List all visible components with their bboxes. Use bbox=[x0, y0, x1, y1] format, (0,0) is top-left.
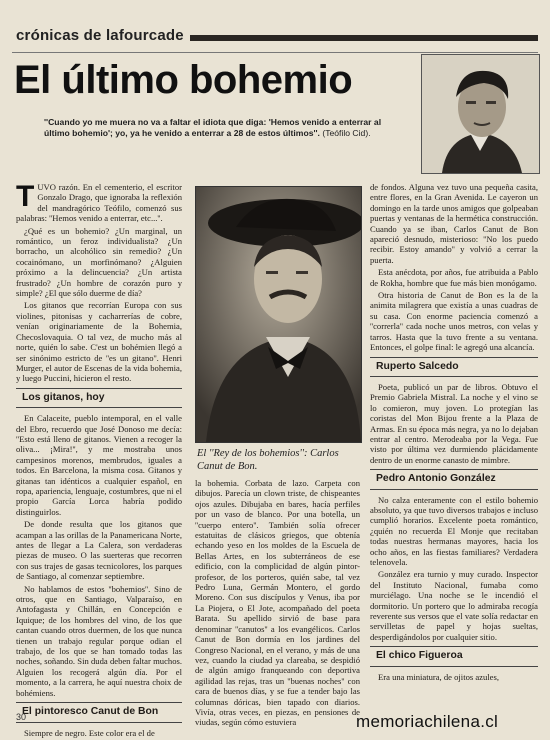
lead-text: ''Cuando yo me muera no va a faltar el idiota que diga: 'Hemos venido a enterrar al último bohemio'; yo, ya he venido a enterrar a 28 de estos últimos''. bbox=[44, 117, 382, 138]
article-column-3 bbox=[370, 182, 538, 684]
subheading-pedro-antonio-gonzalez: Pedro Antonio González bbox=[370, 469, 538, 489]
bohemio-portrait-image bbox=[195, 186, 362, 443]
subheading-chico-figueroa: El chico Figueroa bbox=[370, 646, 538, 666]
headline: El último bohemio bbox=[14, 58, 353, 102]
paragraph-text: UVO razón. En el cementerio, el escritor Gonzalo Drago, que ignoraba la reflexión del mandragórico Teófilo, comenzó sus palabras: ''Hemos venido a enterrar, etc...''. bbox=[16, 182, 182, 224]
paragraph: No calza enteramente con el estilo bohemio absoluto, ya que tuvo diversos trabajos e incluso cumplió horarios. Excelente poeta romántico, ¿quién no recuerda El Monje que recitaban todas nuestras hermanas mayores, hacia los ocho años, en las fiestas familiares? Verdadera telenovela. bbox=[370, 494, 538, 567]
article-column-1 bbox=[16, 182, 182, 740]
paragraph bbox=[16, 182, 182, 224]
paragraph: Otra historia de Canut de Bon es la de la animita milagrera que existía a unas cuadras de su casa. Con enorme paciencia comenzó a ''correrla'' cada noche unos metros, con velas y tarros. Hasta que la tuvo frente a su ventana. Entonces, el golpe final: le agregó una alcancía. bbox=[370, 290, 538, 353]
photo-caption: El ''Rey de los bohemios'': Carlos Canut de Bon. bbox=[197, 448, 339, 472]
page-number: 30 bbox=[16, 712, 27, 722]
lead-source: (Teófilo Cid). bbox=[322, 128, 371, 138]
drop-cap: T bbox=[16, 180, 35, 213]
paragraph: Esta anécdota, por años, fue atribuida a Pablo de Rokha, hombre que fue más bien monógamo. bbox=[370, 267, 538, 288]
paragraph: Era una miniatura, de ojitos azules, bbox=[378, 671, 499, 682]
header-rule bbox=[170, 35, 538, 41]
lead-quote bbox=[44, 117, 409, 139]
paragraph: En Calaceite, pueblo intemporal, en el valle del Ebro, recuerdo que José Donoso me decía: ''Esto está lleno de gitanos. Vienen a recoger la oliva... ¡Mira!'', y me mostraba unos campesinos morenos, membrudos, iguales a todos. En Barcelona, la misma cosa. Gitanos y gitanas tan idénticos a cualquier español, en ropa, apariencia, lenguaje, costumbres, que ni el propio García Lorca habría podido distinguirlos. bbox=[16, 413, 182, 517]
paragraph: de fondos. Alguna vez tuvo una pequeña casita, entre flores, en la Gran Avenida. Le cayeron un domingo en la tarde unos amigos que golpeaban puertas y ventanas de la hermética construcción. Cuando ya se iban, Carlos Canut de Bon apareció desnudo, misterioso: ''No los puedo recibir. Estoy amando'' y volvió a cerrar la puerta. bbox=[370, 182, 538, 265]
paragraph: la bohemia. Corbata de lazo. Carpeta con dibujos. Parecía un clown triste, de chispeantes ojos azules. Dibujaba en bares, hacía perfiles por un vaso de blanco. Por una botella, un ''cuerpo entero''. También solía ofrecer estatuitas de clásicos griegos, que obtenía echando yeso en los moldes de la Escuela de Bellas Artes, en los subterráneos de ese edificio, con la complicidad de algún pintor-profesor, de los porteros, quién sabe, tal vez Pedro Luna, Germán Montero, el gordo Moreno. Con sus discípulos y Venus, iba por La Piojera, o El Jote, acompañado del poeta Barata. Su apellido sirvió de base para denominar ''canutos'' a los evangélicos. Carlos Canut de Bon dormía en los jardines del Congreso Nacional, en el verano, y más de una vez, cuando la ciudad ya clareaba, se despidió de algún amigo franqueando con deportiva agilidad las rejas, tras un ''buenas noches'' con cara de buenos días, y se fue a tender bajo las columnas dóricas, bien tapado con diarios. Vivía, otras veces, en piezas, en pensiones de viudas, según cómo estuviera bbox=[195, 478, 360, 728]
subheading-canut-de-bon: El pintoresco Canut de Bon bbox=[16, 702, 182, 722]
paragraph: Siempre de negro. Este color era el de bbox=[24, 727, 155, 738]
paragraph: No hablamos de estos ''bohemios''. Sino de otros, que en Santiago, Valparaíso, en Antofagasta y Chillán, en Concepción e Iquique; de los hombres del vino, de los que cantan cuando otros duermen, de los que nunca tienen un trabajo regular porque odian el trabajo, de los que se han tomado todas las noches, soñando. Sin duda deben faltar muchos. Alguien los recogerá algún día. Por el momento, a la carrera, he aquí nuestra choix de bohémiens. bbox=[16, 583, 182, 698]
article-column-2 bbox=[195, 478, 360, 730]
subheading-ruperto-salcedo: Ruperto Salcedo bbox=[370, 357, 538, 377]
paragraph: González era turnio y muy curado. Inspector del Instituto Nacional, fumaba como murciélago. Una noche se le incendió el dormitorio. Un portero que lo admiraba recogía reverente sus versos que el vate solía redactar en servilletas de papel y hojas sueltas, desperdigándolos por cualquier sitio. bbox=[370, 569, 538, 642]
paragraph: De donde resulta que los gitanos que acampan a las orillas de la Panamericana Norte, antes de llegar a La Calera, son verdaderas piezas de museo. O las suerteras que recorren con sus trajes de gasas tecnicolores, los parques de Santiago, al comenzar septiembre. bbox=[16, 519, 182, 582]
section-name: crónicas de lafourcade bbox=[16, 27, 190, 44]
source-watermark: memoriachilena.cl bbox=[356, 712, 499, 731]
paragraph: ¿Qué es un bohemio? ¿Un marginal, un romántico, un feroz individualista? ¿Un borracho, un alcohólico sin remedio? ¿Un cocainómano, un morfinómano? ¿Alguien próximo a la delincuencia? ¿Un artista frustrado? ¿Un hombre de corazón puro y simple? ¿El que sólo duerme de día? bbox=[16, 225, 182, 299]
subheading-gitanos: Los gitanos, hoy bbox=[16, 388, 182, 408]
top-divider bbox=[12, 52, 538, 53]
author-portrait-image bbox=[421, 54, 540, 174]
paragraph: Poeta, publicó un par de libros. Obtuvo el Premio Gabriela Mistral. La noche y el vino se lo comieron, muy joven. Lo protegían las coristas del Mon Bijou frente a la Plaza de Armas. En su época más negra, ya no lo dejaban entrar al centro. Merodeaba por la Vega. Fue visto por última vez durmiendo plácidamente dentro de un enorme canasto de mimbre. bbox=[370, 381, 538, 465]
paragraph: Los gitanos que recorrían Europa con sus violines, pitonisas y cacharrerías de cobre, venían originariamente de la Bohemia, Checoslovaquia. O tal vez, de mucho más al norte, quién lo sabe. C'est un bohémien llegó a ser sinónimo estricto de ''es un gitano''. Henri Murger, el autor de Escenas de la vida bohemia, y luego Puccini, hicieron el resto. bbox=[16, 300, 182, 384]
